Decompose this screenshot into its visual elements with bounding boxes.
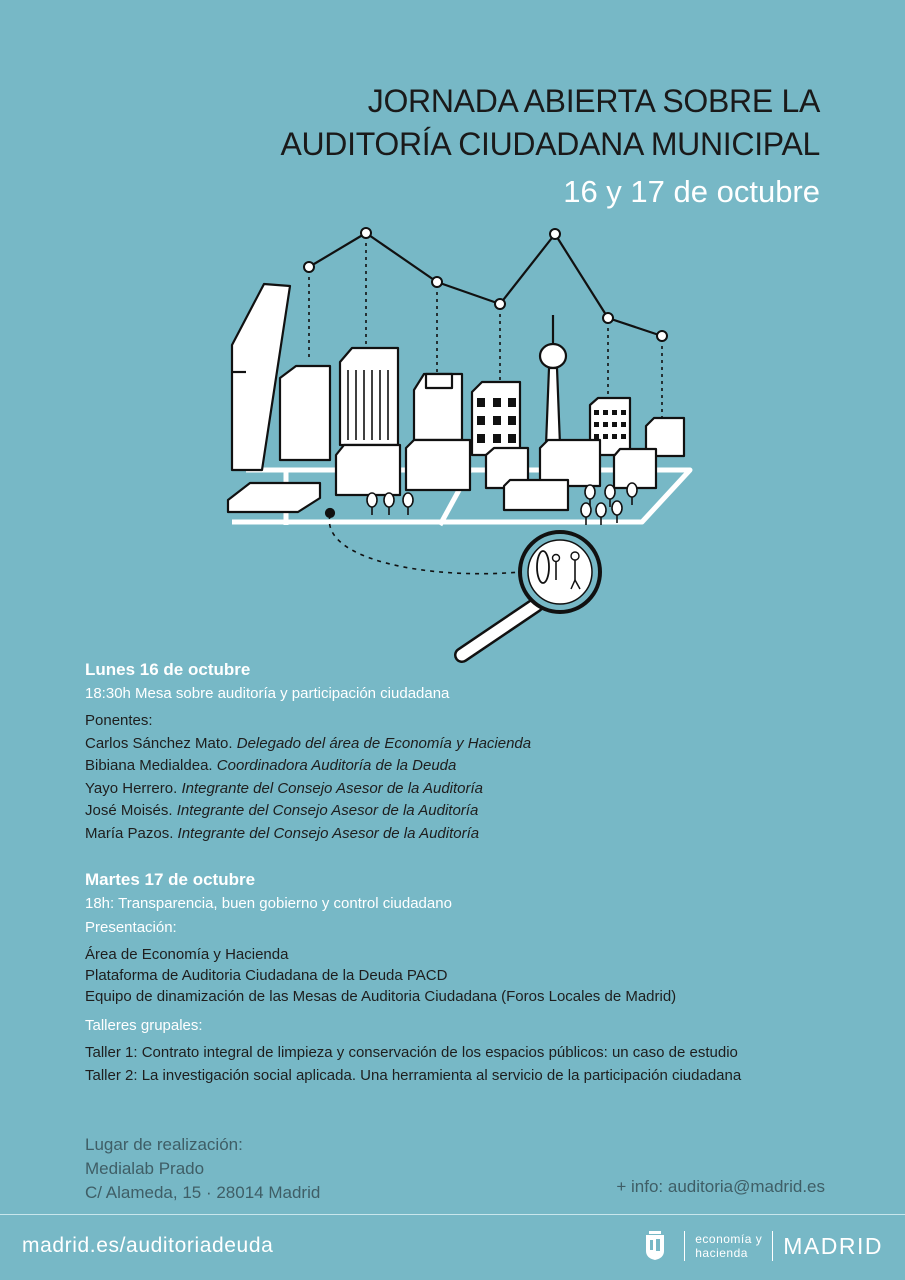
speakers-label: Ponentes:: [85, 712, 153, 729]
logo-econ-text: economía y hacienda: [695, 1232, 763, 1260]
presenter-item: Plataforma de Auditoria Ciudadana de la Deuda PACD: [85, 967, 448, 984]
logo-madrid: MADRID: [783, 1232, 883, 1259]
day2-event: 18h: Transparencia, buen gobierno y control ciudadano: [85, 895, 452, 912]
presentation-label: Presentación:: [85, 919, 177, 936]
venue-address: C/ Alameda, 15 · 28014 Madrid: [85, 1183, 321, 1202]
title-line-1: JORNADA ABIERTA SOBRE LA: [367, 83, 820, 119]
speaker-item: María Pazos. Integrante del Consejo Asesor de la Auditoría: [85, 824, 480, 842]
workshop-item: Taller 2: La investigación social aplicada. Una herramienta al servicio de la participación ciudadana: [85, 1066, 742, 1084]
speaker-item: José Moisés. Integrante del Consejo Asesor de la Auditoría: [85, 802, 479, 819]
venue-block: [85, 1133, 320, 1205]
workshops-label: Talleres grupales:: [85, 1017, 203, 1034]
speaker-item: Carlos Sánchez Mato. Delegado del área de Economía y Hacienda: [85, 734, 532, 752]
madrid-crest-icon: [644, 1231, 666, 1261]
presenter-item: Área de Economía y Hacienda: [85, 946, 289, 963]
workshop-item: Taller 1: Contrato integral de limpieza y conservación de los espacios públicos: un caso de estudio: [85, 1044, 738, 1061]
page-title: [180, 80, 820, 166]
footer-divider: [0, 1214, 905, 1215]
website-url[interactable]: madrid.es/auditoriadeuda: [22, 1234, 274, 1257]
day1-title: Lunes 16 de octubre: [85, 660, 251, 679]
day1-event: 18:30h Mesa sobre auditoría y participación ciudadana: [85, 685, 450, 702]
venue-label: Lugar de realización:: [85, 1135, 243, 1154]
madrid-logo: [644, 1228, 883, 1264]
contact-info: + info: auditoria@madrid.es: [616, 1177, 825, 1196]
event-dates: 16 y 17 de octubre: [563, 174, 820, 209]
day2-title: Martes 17 de octubre: [85, 870, 256, 889]
logo-separator: [684, 1231, 685, 1261]
presenter-item: Equipo de dinamización de las Mesas de Auditoria Ciudadana (Foros Locales de Madrid): [85, 988, 677, 1005]
program-section: [85, 657, 845, 1087]
city-audit-illustration-icon: [215, 225, 705, 665]
venue-name: Medialab Prado: [85, 1159, 205, 1178]
title-line-2: AUDITORÍA CIUDADANA MUNICIPAL: [280, 126, 820, 162]
logo-separator: [772, 1231, 773, 1261]
speaker-item: Bibiana Medialdea. Coordinadora Auditoría de la Deuda: [85, 757, 457, 774]
speaker-item: Yayo Herrero. Integrante del Consejo Asesor de la Auditoría: [85, 779, 484, 797]
